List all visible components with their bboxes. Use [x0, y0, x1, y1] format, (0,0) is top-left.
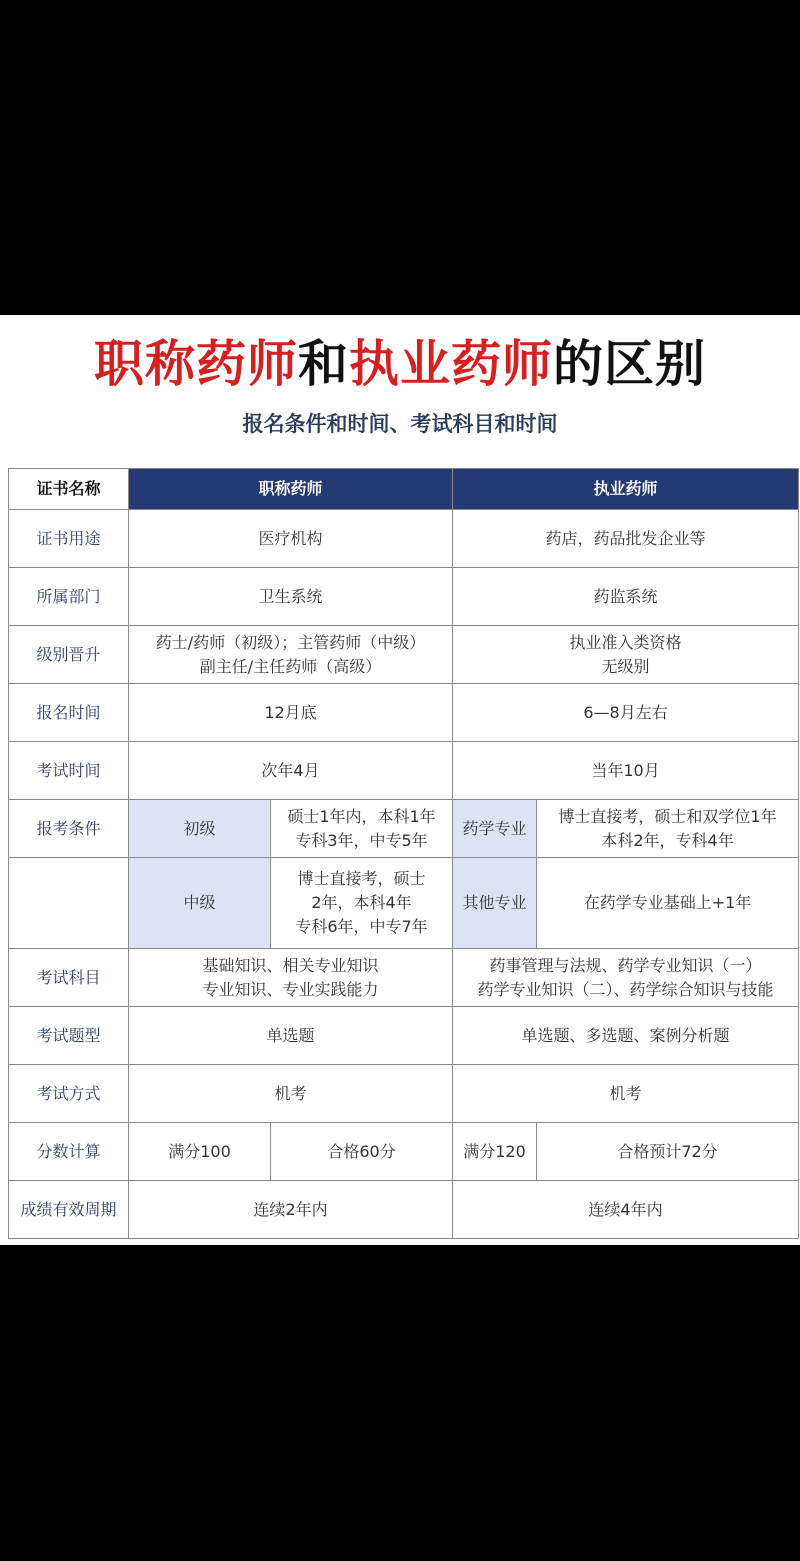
info-card: [0, 315, 800, 1245]
header-licensed-pharmacist: 执业药师: [453, 469, 799, 510]
cell-line: 专科6年，中专7年: [295, 917, 428, 936]
title-part-and: 和: [298, 335, 349, 393]
cell-right: 6—8月左右: [453, 684, 799, 742]
table-row-reg-time: [9, 684, 799, 742]
table-row-validity: [9, 1181, 799, 1239]
cell-right: [453, 949, 799, 1007]
row-label: 分数计算: [9, 1123, 129, 1181]
cell-right: [453, 626, 799, 684]
cell-left: [129, 949, 453, 1007]
cell-right: 药监系统: [453, 568, 799, 626]
major-pharmacy: 药学专业: [453, 800, 537, 858]
cell-right: 在药学专业基础上+1年: [537, 858, 799, 949]
row-label: 级别晋升: [9, 626, 129, 684]
table-row-dept: [9, 568, 799, 626]
cell-line: 专业知识、专业实践能力: [202, 979, 379, 999]
cell-left: [271, 800, 453, 858]
cell-left: 连续2年内: [129, 1181, 453, 1239]
cell-line: 药事管理与法规、药学专业知识（一）: [489, 955, 762, 975]
row-label: 考试时间: [9, 742, 129, 800]
table-row-method: [9, 1065, 799, 1123]
cell-right: 连续4年内: [453, 1181, 799, 1239]
header-professional-pharmacist: 职称药师: [129, 469, 453, 510]
table-row-score: [9, 1123, 799, 1181]
row-label: 证书用途: [9, 510, 129, 568]
title-part-licensed-pharmacist: 执业药师: [349, 335, 553, 393]
cell-left: 医疗机构: [129, 510, 453, 568]
cell-line: 专科3年，中专5年: [295, 830, 428, 850]
cell-right: 药店，药品批发企业等: [453, 510, 799, 568]
title-part-professional-pharmacist: 职称药师: [94, 335, 298, 393]
cell-left: 单选题: [129, 1007, 453, 1065]
row-label: 考试题型: [9, 1007, 129, 1065]
table-row-conditions-2: [9, 858, 799, 949]
cell-line: 药士/药师（初级）；主管药师（中级）: [155, 632, 426, 652]
cell-left: 12月底: [129, 684, 453, 742]
cell-line: 博士直接考，硕士和双学位1年: [558, 806, 777, 826]
cell-left-pass-score: 合格60分: [271, 1123, 453, 1181]
level-junior: 初级: [129, 800, 271, 858]
header-corner: 证书名称: [9, 469, 129, 510]
title-part-difference: 的区别: [553, 335, 706, 393]
table-row-usage: [9, 510, 799, 568]
table-row-level: [9, 626, 799, 684]
cell-line: 2年，本科4年: [311, 893, 412, 912]
level-intermediate: 中级: [129, 858, 271, 949]
cell-right: [537, 800, 799, 858]
cell-line: 基础知识、相关专业知识: [202, 955, 379, 975]
cell-right-pass-score: 合格预计72分: [537, 1123, 799, 1181]
cell-right: 机考: [453, 1065, 799, 1123]
table-row-conditions-1: [9, 800, 799, 858]
cell-line: 博士直接考，硕士: [297, 869, 426, 888]
row-label-empty: [9, 858, 129, 949]
table-row-qtype: [9, 1007, 799, 1065]
comparison-table: [8, 468, 799, 1239]
row-label: 所属部门: [9, 568, 129, 626]
cell-left: [129, 626, 453, 684]
cell-line: 副主任/主任药师（高级）: [199, 656, 382, 676]
table-row-subjects: [9, 949, 799, 1007]
major-other: 其他专业: [453, 858, 537, 949]
cell-line: 无级别: [601, 656, 650, 676]
cell-left: [271, 858, 453, 949]
row-label: 报考条件: [9, 800, 129, 858]
row-label: 考试科目: [9, 949, 129, 1007]
cell-right: 当年10月: [453, 742, 799, 800]
cell-line: 执业准入类资格: [569, 632, 682, 652]
cell-right: 单选题、多选题、案例分析题: [453, 1007, 799, 1065]
cell-line: 硕士1年内，本科1年: [287, 806, 436, 826]
row-label: 成绩有效周期: [9, 1181, 129, 1239]
cell-line: 药学专业知识（二）、药学综合知识与技能: [477, 979, 774, 999]
table-header-row: [9, 469, 799, 510]
table-row-exam-time: [9, 742, 799, 800]
page-title: [0, 333, 800, 395]
cell-left: 卫生系统: [129, 568, 453, 626]
cell-line: 本科2年，专科4年: [601, 830, 734, 850]
cell-left: 机考: [129, 1065, 453, 1123]
row-label: 报名时间: [9, 684, 129, 742]
cell-right-full-score: 满分120: [453, 1123, 537, 1181]
cell-left-full-score: 满分100: [129, 1123, 271, 1181]
page-subtitle: 报名条件和时间、考试科目和时间: [242, 412, 558, 436]
cell-left: 次年4月: [129, 742, 453, 800]
row-label: 考试方式: [9, 1065, 129, 1123]
